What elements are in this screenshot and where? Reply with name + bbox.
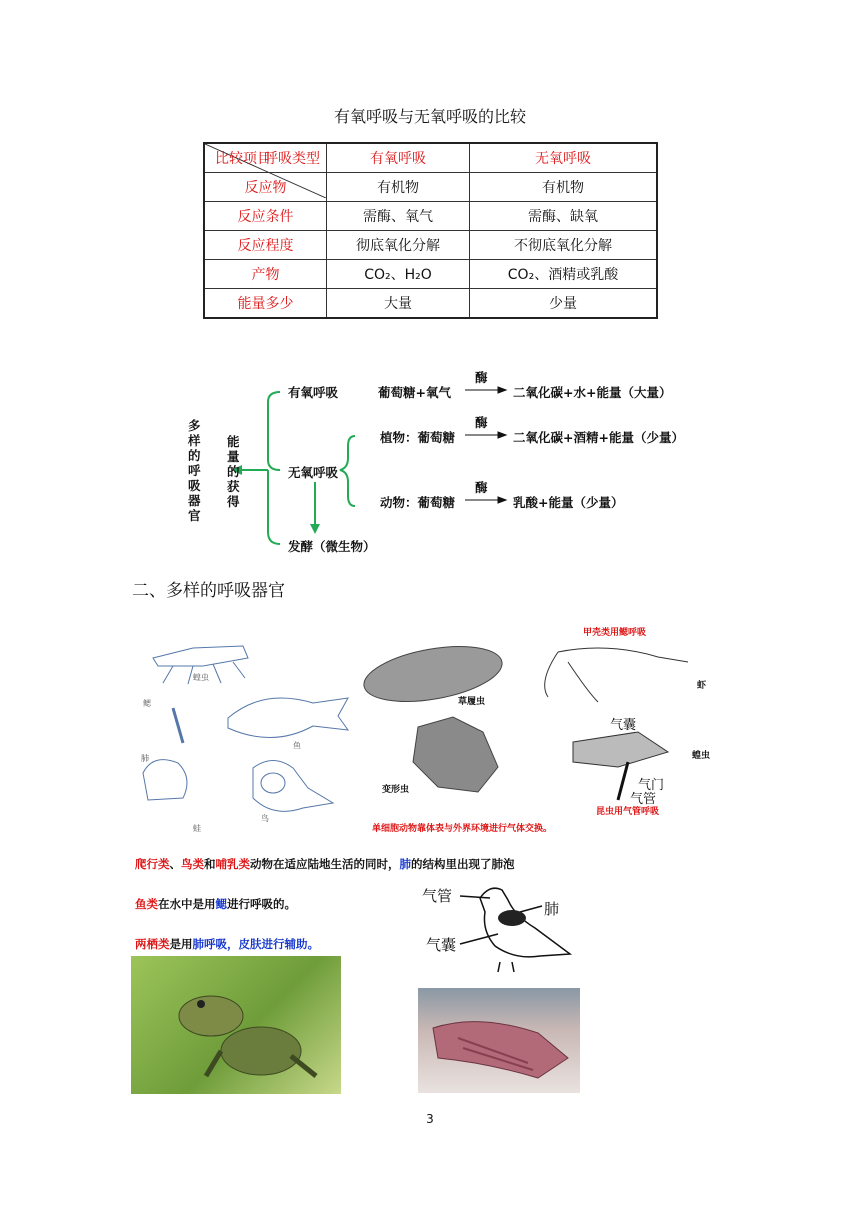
protist-arthropod-image bbox=[358, 622, 730, 836]
enzyme-label: 酶 bbox=[475, 415, 488, 430]
section-heading: 二、多样的呼吸器官 bbox=[132, 581, 285, 601]
aerobic-label: 有氧呼吸 bbox=[288, 385, 339, 400]
frog-shape bbox=[131, 956, 341, 1094]
animal-product: 乳酸+能量（少量） bbox=[513, 495, 624, 510]
page-number: 3 bbox=[426, 1112, 434, 1126]
col-header-anaerobic: 无氧呼吸 bbox=[470, 143, 658, 173]
frog-photo bbox=[131, 956, 341, 1094]
note-part: 和 bbox=[204, 857, 216, 871]
comparison-table bbox=[203, 142, 658, 319]
spiracle-label: 气门 bbox=[638, 778, 665, 793]
trachea-label: 气管 bbox=[630, 792, 657, 807]
cell: 需酶、缺氧 bbox=[470, 202, 658, 231]
cell: 需酶、氧气 bbox=[327, 202, 470, 231]
note-part: 肺呼吸，皮肤进行辅助。 bbox=[192, 937, 319, 951]
sketch-label: 蛙 bbox=[193, 824, 201, 833]
note-part: 哺乳类 bbox=[215, 857, 250, 871]
respiration-diagram bbox=[170, 372, 710, 562]
note-part: 动物在适应陆地生活的同时， bbox=[250, 857, 400, 871]
row-label: 反应物 bbox=[204, 173, 327, 202]
anaerobic-label: 无氧呼吸 bbox=[288, 465, 339, 480]
note-part: 鸟类 bbox=[181, 857, 204, 871]
cell: 大量 bbox=[327, 289, 470, 319]
enzyme-label: 酶 bbox=[475, 480, 488, 495]
single-cell-label: 单细胞动物靠体表与外界环境进行气体交换。 bbox=[372, 824, 553, 834]
table-row bbox=[204, 202, 657, 231]
cell: 少量 bbox=[470, 289, 658, 319]
note-part: 进行呼吸的。 bbox=[227, 897, 296, 911]
paramecium-label: 草履虫 bbox=[458, 697, 486, 707]
note-fish bbox=[135, 896, 296, 912]
cell: 不彻底氧化分解 bbox=[470, 231, 658, 260]
note-part: 是用 bbox=[169, 937, 193, 951]
animal-eq: 动物：葡萄糖 bbox=[380, 495, 456, 510]
note-part: 的结构里出现了肺泡 bbox=[411, 857, 515, 871]
sketch-label: 鸟 bbox=[261, 814, 269, 823]
plant-eq: 植物：葡萄糖 bbox=[380, 430, 456, 445]
cell: CO₂、酒精或乳酸 bbox=[470, 260, 658, 289]
gill-shape bbox=[418, 988, 580, 1093]
page-title: 有氧呼吸与无氧呼吸的比较 bbox=[333, 107, 526, 126]
protist-drawing bbox=[358, 622, 730, 836]
note-part: 、 bbox=[169, 857, 181, 871]
row-label: 反应条件 bbox=[204, 202, 327, 231]
bird-airsac-label: 气囊 bbox=[426, 936, 457, 954]
corner-bottom-label: 比较项目 bbox=[215, 151, 271, 167]
plant-product: 二氧化碳+酒精+能量（少量） bbox=[513, 430, 684, 445]
note-part: 鱼类 bbox=[135, 897, 158, 911]
sketch-drawing bbox=[133, 628, 355, 836]
cell: CO₂、H₂O bbox=[327, 260, 470, 289]
sketch-label: 鳃 bbox=[143, 699, 151, 708]
row-label: 产物 bbox=[204, 260, 327, 289]
ferment-label: 发酵（微生物） bbox=[288, 539, 376, 554]
table-row bbox=[204, 260, 657, 289]
col-header-aerobic: 有氧呼吸 bbox=[327, 143, 470, 173]
amoeba-label: 变形虫 bbox=[382, 785, 410, 795]
diagram-left2: 能量的获得 bbox=[227, 434, 240, 509]
note-part: 肺 bbox=[399, 857, 411, 871]
note-part: 两栖类 bbox=[135, 937, 170, 951]
row-label: 能量多少 bbox=[204, 289, 327, 319]
note-amphibian bbox=[135, 936, 319, 952]
sketch-label: 鱼 bbox=[293, 741, 301, 750]
cell: 有机物 bbox=[327, 173, 470, 202]
diagram-left1: 多样的呼吸器官 bbox=[188, 418, 201, 523]
note-reptiles bbox=[135, 856, 515, 872]
crustacean-label: 甲壳类用鳃呼吸 bbox=[583, 628, 647, 638]
cell: 彻底氧化分解 bbox=[327, 231, 470, 260]
fish-gill-photo bbox=[418, 988, 580, 1093]
bird-lung-label: 肺 bbox=[544, 900, 560, 918]
note-part: 在水中是用 bbox=[158, 897, 216, 911]
corner-top-label: 呼吸类型 bbox=[264, 151, 320, 167]
airsac-label: 气囊 bbox=[610, 718, 637, 733]
note-part: 鳃 bbox=[215, 897, 227, 911]
row-label: 反应程度 bbox=[204, 231, 327, 260]
bird-trachea-label: 气管 bbox=[422, 887, 453, 905]
aerobic-product: 二氧化碳+水+能量（大量） bbox=[513, 385, 672, 400]
table-row bbox=[204, 231, 657, 260]
aerobic-eq: 葡萄糖+氧气 bbox=[378, 385, 451, 400]
table-corner-cell bbox=[204, 143, 327, 173]
enzyme-label: 酶 bbox=[475, 370, 488, 385]
animal-sketches-image bbox=[133, 628, 355, 836]
insect-label: 昆虫用气管呼吸 bbox=[596, 807, 660, 817]
cell: 有机物 bbox=[470, 173, 658, 202]
bird-lung-diagram bbox=[420, 876, 580, 974]
shrimp-label: 虾 bbox=[697, 681, 707, 691]
table-row bbox=[204, 289, 657, 319]
sketch-label: 肺 bbox=[141, 754, 149, 763]
note-part: 爬行类 bbox=[135, 857, 170, 871]
sketch-label: 蝗虫 bbox=[193, 673, 209, 682]
grasshopper-label: 蝗虫 bbox=[692, 751, 711, 761]
